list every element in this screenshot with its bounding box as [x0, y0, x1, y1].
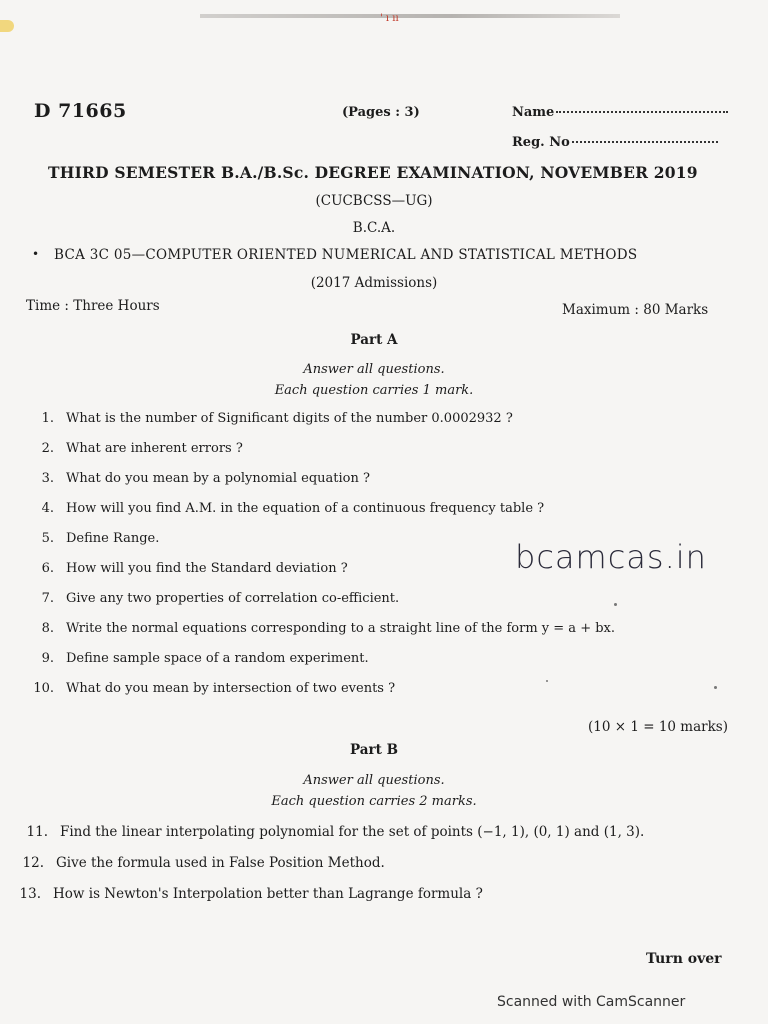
name-dots [556, 111, 728, 113]
scan-speck [546, 680, 548, 682]
question-text: Define Range. [66, 531, 160, 546]
question-number: 3. [41, 471, 54, 486]
question-number: 7. [41, 591, 54, 606]
camscanner-footer: Scanned with CamScanner [497, 994, 686, 1010]
question-item [26, 591, 399, 606]
question-text: What are inherent errors ? [66, 441, 243, 456]
paper-code: D 71665 [34, 100, 127, 122]
question-text: How is Newton's Interpolation better than Lagrange formula ? [53, 886, 483, 902]
yellow-tab-mark [0, 20, 14, 32]
reg-no-dots [572, 141, 718, 143]
question-item [26, 621, 615, 636]
part-a-instruction-2: Each question carries 1 mark. [274, 383, 474, 398]
question-item [26, 411, 513, 426]
part-b-title: Part B [350, 742, 398, 758]
question-text: Give any two properties of correlation co-efficient. [66, 591, 400, 606]
part-b-instruction-1: Answer all questions. [303, 773, 445, 788]
question-text: What do you mean by a polynomial equation ? [66, 471, 370, 486]
part-b-instruction-2: Each question carries 2 marks. [271, 794, 477, 809]
pages-count: (Pages : 3) [342, 105, 420, 120]
part-a-instruction-1: Answer all questions. [303, 362, 445, 377]
maximum-marks: Maximum : 80 Marks [562, 302, 709, 318]
question-number: 13. [19, 886, 41, 902]
question-number: 4. [41, 501, 54, 516]
question-item [26, 501, 544, 516]
question-number: 9. [41, 651, 54, 666]
question-item [26, 471, 370, 486]
admissions-year: (2017 Admissions) [310, 275, 438, 291]
question-item [16, 855, 385, 871]
red-ink-mark: ' ı ıı [380, 13, 399, 24]
question-text: How will you find the Standard deviation ? [66, 561, 348, 576]
question-text: Write the normal equations corresponding to a straight line of the form y = a + bx. [66, 621, 616, 636]
question-number: 2. [41, 441, 54, 456]
exam-title: THIRD SEMESTER B.A./B.Sc. DEGREE EXAMINATION, NOVEMBER 2019 [48, 163, 698, 182]
question-item [13, 886, 483, 902]
question-number: 6. [41, 561, 54, 576]
question-item [26, 441, 243, 456]
question-text: Give the formula used in False Position Method. [56, 855, 385, 871]
question-text: What is the number of Significant digits of the number 0.0002932 ? [66, 411, 513, 426]
reg-no-label: Reg. No [512, 135, 570, 150]
programme-name: B.C.A. [352, 220, 396, 236]
question-number: 12. [22, 855, 44, 871]
stray-dot: • [32, 247, 40, 261]
question-item [26, 561, 348, 576]
part-a-marks: (10 × 1 = 10 marks) [588, 719, 728, 735]
scan-edge-line [200, 14, 620, 18]
question-item [20, 824, 644, 840]
question-number: 11. [26, 824, 48, 840]
exam-scheme: (CUCBCSS—UG) [315, 193, 433, 209]
handwritten-watermark: bcamcas.in [515, 538, 707, 576]
name-label: Name [512, 105, 555, 120]
reg-no-field [512, 135, 718, 150]
question-item [26, 651, 369, 666]
question-number: 8. [41, 621, 54, 636]
question-text: Find the linear interpolating polynomial for the set of points (−1, 1), (0, 1) and (1, 3). [60, 824, 645, 840]
question-number: 10. [33, 681, 54, 696]
scan-speck [614, 603, 617, 606]
question-text: How will you find A.M. in the equation of a continuous frequency table ? [66, 501, 545, 516]
name-field [512, 105, 728, 120]
question-text: Define sample space of a random experiment. [66, 651, 369, 666]
turn-over-note: Turn over [646, 951, 722, 967]
question-item [26, 531, 159, 546]
exam-time: Time : Three Hours [26, 298, 160, 314]
question-item [26, 681, 395, 696]
question-text: What do you mean by intersection of two events ? [66, 681, 396, 696]
scan-speck [714, 686, 717, 689]
question-number: 1. [41, 411, 54, 426]
question-number: 5. [41, 531, 54, 546]
subject-title: BCA 3C 05—COMPUTER ORIENTED NUMERICAL AND STATISTICAL METHODS [54, 247, 638, 263]
part-a-title: Part A [350, 332, 398, 348]
